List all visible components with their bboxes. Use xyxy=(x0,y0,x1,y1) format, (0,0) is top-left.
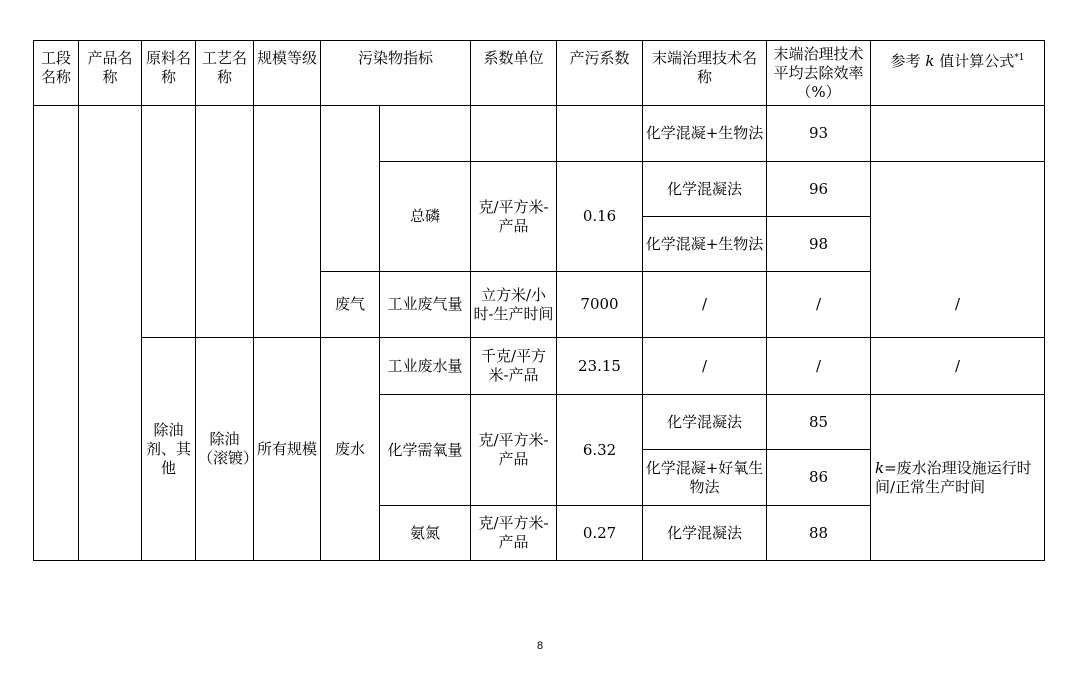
pollutant-cell: 工业废气量 xyxy=(380,272,471,338)
header-unit: 系数单位 xyxy=(471,41,557,106)
eff-cell: 98 xyxy=(767,217,871,272)
process-cell: 除油（滚镀） xyxy=(196,338,254,561)
coef-cell xyxy=(557,106,643,162)
k-formula-var: k xyxy=(875,458,885,477)
tech-cell: 化学混凝+生物法 xyxy=(643,106,767,162)
category-cell: 废气 xyxy=(321,272,380,338)
tech-cell: / xyxy=(643,272,767,338)
eff-cell: / xyxy=(767,338,871,395)
coef-cell: 0.16 xyxy=(557,162,643,272)
category-cell-group1 xyxy=(321,106,380,272)
header-pollutant: 污染物指标 xyxy=(321,41,471,106)
tech-cell: 化学混凝法 xyxy=(643,395,767,450)
unit-cell: 立方米/小时-生产时间 xyxy=(471,272,557,338)
header-efficiency: 末端治理技术平均去除效率（%） xyxy=(767,41,871,106)
k-cell xyxy=(871,162,1045,272)
coef-cell: 7000 xyxy=(557,272,643,338)
header-section: 工段名称 xyxy=(34,41,79,106)
pollutant-cell: 化学需氧量 xyxy=(380,395,471,506)
pollutant-cell xyxy=(380,106,471,162)
pollutant-cell: 总磷 xyxy=(380,162,471,272)
header-product: 产品名称 xyxy=(79,41,142,106)
pollutant-cell: 工业废水量 xyxy=(380,338,471,395)
tech-cell: / xyxy=(643,338,767,395)
header-k-var: k xyxy=(925,52,935,70)
header-row xyxy=(34,41,1045,106)
eff-cell: 88 xyxy=(767,506,871,561)
header-material: 原料名称 xyxy=(142,41,196,106)
coef-cell: 6.32 xyxy=(557,395,643,506)
table-row xyxy=(34,106,1045,162)
tech-cell: 化学混凝法 xyxy=(643,506,767,561)
header-coef: 产污系数 xyxy=(557,41,643,106)
eff-cell: / xyxy=(767,272,871,338)
unit-cell: 克/平方米-产品 xyxy=(471,395,557,506)
eff-cell: 93 xyxy=(767,106,871,162)
process-cell-group1 xyxy=(196,106,254,338)
k-formula-text: =废水治理设施运行时间/正常生产时间 xyxy=(875,458,1032,496)
section-cell xyxy=(34,106,79,561)
material-cell: 除油剂、其他 xyxy=(142,338,196,561)
coefficient-table xyxy=(33,40,1045,561)
material-cell-group1 xyxy=(142,106,196,338)
k-cell xyxy=(871,106,1045,162)
header-scale: 规模等级 xyxy=(254,41,321,106)
eff-cell: 85 xyxy=(767,395,871,450)
unit-cell: 克/平方米-产品 xyxy=(471,162,557,272)
header-process: 工艺名称 xyxy=(196,41,254,106)
header-k-note: *1 xyxy=(1014,53,1025,63)
coef-cell: 23.15 xyxy=(557,338,643,395)
header-k-suffix: 值计算公式 xyxy=(939,52,1015,70)
eff-cell: 96 xyxy=(767,162,871,217)
header-tech: 末端治理技术名称 xyxy=(643,41,767,106)
header-k-formula xyxy=(871,41,1045,106)
header-k-prefix: 参考 xyxy=(890,52,921,70)
table-row xyxy=(34,338,1045,395)
scale-cell: 所有规模 xyxy=(254,338,321,561)
k-cell: / xyxy=(871,338,1045,395)
k-formula-cell xyxy=(871,395,1045,561)
coef-cell: 0.27 xyxy=(557,506,643,561)
tech-cell: 化学混凝+好氧生物法 xyxy=(643,450,767,506)
product-cell xyxy=(79,106,142,561)
unit-cell: 千克/平方米-产品 xyxy=(471,338,557,395)
category-cell: 废水 xyxy=(321,338,380,561)
unit-cell: 克/平方米-产品 xyxy=(471,506,557,561)
scale-cell-group1 xyxy=(254,106,321,338)
tech-cell: 化学混凝法 xyxy=(643,162,767,217)
page-number: 8 xyxy=(536,640,544,652)
pollutant-cell: 氨氮 xyxy=(380,506,471,561)
unit-cell xyxy=(471,106,557,162)
eff-cell: 86 xyxy=(767,450,871,506)
tech-cell: 化学混凝+生物法 xyxy=(643,217,767,272)
k-cell: / xyxy=(871,272,1045,338)
